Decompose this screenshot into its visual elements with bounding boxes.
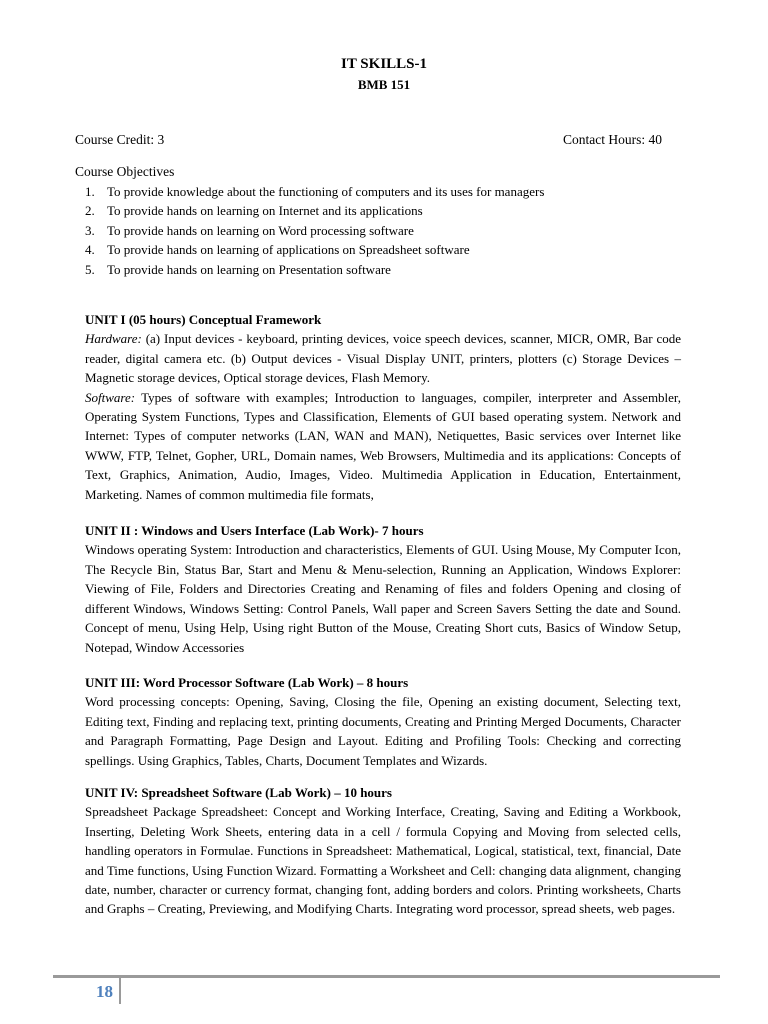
objectives-heading: Course Objectives xyxy=(75,164,175,179)
objective-item xyxy=(85,260,544,279)
unit-paragraph xyxy=(85,692,681,770)
paragraph-text: Types of software with examples; Introduction to languages, compiler, interpreter and Assembler, Operating System Functions, Types and Classification, Elements of GUI based operating system. Network and Internet: Types of computer networks (LAN, WAN and MAN), Netiquettes, Basic services over Internet like WWW, FTP, Telnet, Gopher, URL, Domain names, Web Browsers, Multimedia and its applications: Concepts of Text, Graphics, Animation, Audio, Images, Video. Multimedia Application in Education, Entertainment, Marketing. Names of common multimedia file formats, xyxy=(85,389,681,502)
unit-paragraph xyxy=(85,802,681,918)
objective-text: To provide hands on learning on Internet and its applications xyxy=(107,203,423,219)
paragraph-label: Hardware: xyxy=(85,331,142,347)
course-credit: Course Credit: 3 xyxy=(75,132,165,147)
unit-title: UNIT IV: Spreadsheet Software (Lab Work) – 10 hours xyxy=(85,784,392,800)
objective-number: 3. xyxy=(85,222,95,238)
objective-item xyxy=(85,240,544,259)
footer-vertical-divider xyxy=(119,978,121,1004)
objective-item xyxy=(85,221,544,240)
objective-text: To provide knowledge about the functioning of computers and its uses for managers xyxy=(107,184,545,199)
objective-item xyxy=(85,182,544,201)
contact-hours: Contact Hours: 40 xyxy=(563,132,662,147)
paragraph-label: Software: xyxy=(85,389,136,405)
objective-item xyxy=(85,201,544,220)
unit-paragraph xyxy=(85,388,681,504)
paragraph-text: Word processing concepts: Opening, Saving, Closing the file, Opening an existing document, Selecting text, Editing text, Finding and replacing text, printing documents, Creating and Printing Merged Documents, Character and Paragraph Formatting, Page Design and Layout. Editing and Profiling Tools: Checking and correcting spellings. Using Graphics, Tables, Charts, Document Templates and Wizards. xyxy=(85,694,681,768)
objective-text: To provide hands on learning of applications on Spreadsheet software xyxy=(107,242,470,258)
objective-number: 5. xyxy=(85,261,95,277)
course-code: BMB 151 xyxy=(357,77,411,92)
unit-3 xyxy=(85,673,681,770)
objective-text: To provide hands on learning on Presentation software xyxy=(107,261,391,277)
paragraph-text: Windows operating System: Introduction and characteristics, Elements of GUI. Using Mouse, My Computer Icon, The Recycle Bin, Status Bar, Start and Menu & Menu-selection, Running an Application, Windows Explorer: Viewing of File, Folders and Directories Creating and Renaming of files and folders Opening and closing of different Windows, Windows Setting: Control Panels, Wall paper and Screen Savers Setting the date and Sound. Concept of menu, Using Help, Using right Button of the Mouse, Creating Short cuts, Basics of Window Setup, Notepad, Window Accessories xyxy=(85,542,681,655)
objective-number: 2. xyxy=(85,203,95,219)
unit-paragraph xyxy=(85,329,681,387)
page-number: 18 xyxy=(96,982,113,1001)
unit-title: UNIT II : Windows and Users Interface (Lab Work)- 7 hours xyxy=(85,523,424,539)
unit-paragraph xyxy=(85,540,681,656)
unit-4 xyxy=(85,783,681,919)
units-content xyxy=(85,310,681,919)
footer-divider xyxy=(53,975,720,978)
unit-title: UNIT I (05 hours) Conceptual Framework xyxy=(85,312,322,327)
unit-2 xyxy=(85,521,681,657)
course-title: IT SKILLS-1 xyxy=(340,56,427,72)
unit-1 xyxy=(85,310,681,504)
objective-number: 1. xyxy=(85,184,95,199)
objectives-list xyxy=(85,182,544,279)
objective-number: 4. xyxy=(85,242,95,258)
objective-text: To provide hands on learning on Word processing software xyxy=(107,222,414,238)
paragraph-text: (a) Input devices - keyboard, printing devices, voice speech devices, scanner, MICR, OMR, Bar code reader, digital camera etc. (b) Output devices - Visual Display UNIT, printers, plotters (c) Storage Devices – Magnetic storage devices, Optical storage devices, Flash Memory. xyxy=(85,331,681,386)
paragraph-text: Spreadsheet Package Spreadsheet: Concept and Working Interface, Creating, Saving and Editing a Workbook, Inserting, Deleting Work Sheets, entering data in a cell / formula Copying and Moving from selected cells, handling operators in Formulae. Functions in Spreadsheet: Mathematical, Logical, statistical, text, financial, Date and Time functions, Using Function Wizard. Formatting a Worksheet and Cell: changing data alignment, changing date, number, character or currency format, changing font, adding borders and colors. Printing worksheets, Charts and Graphs – Creating, Previewing, and Modifying Charts. Integrating word processor, spread sheets, web pages. xyxy=(85,804,681,917)
unit-title: UNIT III: Word Processor Software (Lab Work) – 8 hours xyxy=(85,674,409,690)
